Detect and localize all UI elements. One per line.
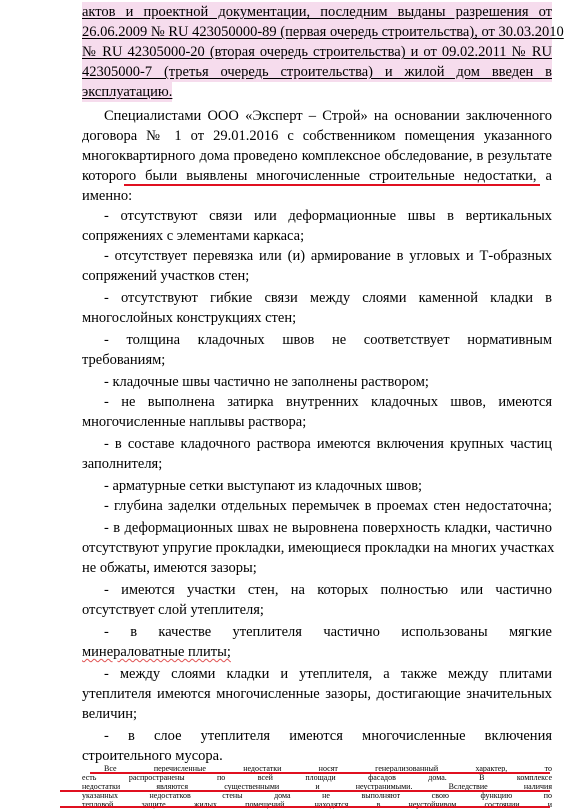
text-line [0, 206, 580, 226]
text: многослойных конструкциях стен; [82, 310, 297, 326]
text-line [0, 330, 580, 350]
text: - глубина заделки отдельных перемычек в проемах стен недостаточна; [104, 498, 552, 514]
text-line [0, 538, 580, 558]
text-line [0, 350, 580, 370]
text: не обжаты, имеются зазоры; [82, 560, 257, 576]
text-line [0, 664, 580, 684]
text: есть распространены по всей площади фасадов дома. В комплексе [82, 773, 552, 782]
text-line [0, 246, 580, 266]
text: утеплителя имеются многочисленные зазоры, достигающие значительных [82, 686, 552, 702]
text: отсутствуют упругие прокладки, имеющиеся прокладки на многих участках [82, 540, 555, 556]
text-line [0, 600, 580, 620]
text-line [0, 704, 580, 724]
text: договора № 1 от 29.01.2016 с собственником помещения указанного [82, 128, 552, 144]
text: - между слоями кладки и утеплителя, а также между плитами [104, 666, 552, 682]
text-line [0, 773, 580, 782]
text: № RU 42305000-20 (вторая очередь строительства) и от 09.02.2011 № RU [82, 44, 552, 60]
text: актов и проектной документации, последним выданы разрешения от [82, 4, 552, 20]
text: строительного мусора. [82, 748, 223, 764]
text-line [0, 476, 580, 496]
text: - в составе кладочного раствора имеются включения крупных частиц [104, 436, 552, 452]
text-line [0, 2, 580, 22]
text-line [0, 146, 580, 166]
text-line [0, 22, 580, 42]
text-line [0, 622, 580, 642]
text-line [0, 726, 580, 746]
text: эксплуатацию. [82, 84, 173, 100]
text: недостатки являются существенными и неустранимыми. Вследствие наличия [82, 782, 552, 791]
text: минераловатные плиты; [82, 644, 231, 660]
text-line [0, 518, 580, 538]
text-line [0, 308, 580, 328]
text-line [0, 496, 580, 516]
text-line [0, 106, 580, 126]
text: - в деформационных швах не выровнена поверхность кладки, частично [104, 520, 552, 536]
red-underline [60, 790, 550, 792]
text-line [0, 392, 580, 412]
text: требованиям; [82, 352, 166, 368]
text: отсутствует слой утеплителя; [82, 602, 264, 618]
text: - отсутствуют гибкие связи между слоями каменной кладки в [104, 290, 552, 306]
text-line [0, 62, 580, 82]
text: сопряжений участков стен; [82, 268, 250, 284]
text: - отсутствует перевязка или (и) армирование в угловых и Т-образных [104, 248, 552, 264]
text-line [0, 42, 580, 62]
text-line [0, 746, 580, 766]
text: сопряжениях с элементами каркаса; [82, 228, 305, 244]
text: которого были выявлены многочисленные строительные недостатки, а [82, 168, 552, 184]
text: Все перечисленные недостатки носят генерализованный характер, то [104, 764, 552, 773]
text-line [0, 372, 580, 392]
text: Специалистами ООО «Эксперт – Строй» на основании заключенного [104, 108, 552, 124]
text: величин; [82, 706, 138, 722]
text-line [0, 82, 580, 102]
text: - имеются участки стен, на которых полностью или частично [104, 582, 552, 598]
text: - отсутствуют связи или деформационные швы в вертикальных [104, 208, 552, 224]
red-underline [60, 806, 550, 808]
text: - толщина кладочных швов не соответствует нормативным [104, 332, 552, 348]
text-line [0, 288, 580, 308]
text: - в качестве утеплителя частично использованы мягкие [104, 624, 552, 640]
text-line [0, 791, 580, 800]
text-line [0, 412, 580, 432]
text-line [0, 558, 580, 578]
text-line [0, 580, 580, 600]
text-line [0, 266, 580, 286]
text-line [0, 186, 580, 206]
text-line [0, 434, 580, 454]
text: заполнителя; [82, 456, 163, 472]
text-line [0, 166, 580, 186]
text: 42305000-7 (третья очередь строительства) и жилой дом введен в [82, 64, 552, 80]
text: многочисленные наплывы раствора; [82, 414, 307, 430]
text: указанных недостатков стены дома не выполняют свою функцию по [82, 791, 552, 800]
text: - кладочные швы частично не заполнены раствором; [104, 374, 429, 390]
text: - в слое утеплителя имеются многочисленные включения [104, 728, 552, 744]
text: именно: [82, 188, 133, 204]
text: 26.06.2009 № RU 423050000-89 (первая очередь строительства), от 30.03.2010 [82, 24, 564, 40]
red-underline [90, 772, 550, 774]
text-line [0, 126, 580, 146]
text: многоквартирного дома проведено комплексное обследование, в результате [82, 148, 552, 164]
text-line [0, 684, 580, 704]
text: - арматурные сетки выступают из кладочных швов; [104, 478, 423, 494]
text: - не выполнена затирка внутренних кладочных швов, имеются [104, 394, 552, 410]
text-line [0, 454, 580, 474]
text: тепловой защите жилых помещений, находятся в неустойчивом состоянии и [82, 800, 552, 809]
text-line [0, 226, 580, 246]
text-line [0, 642, 580, 662]
